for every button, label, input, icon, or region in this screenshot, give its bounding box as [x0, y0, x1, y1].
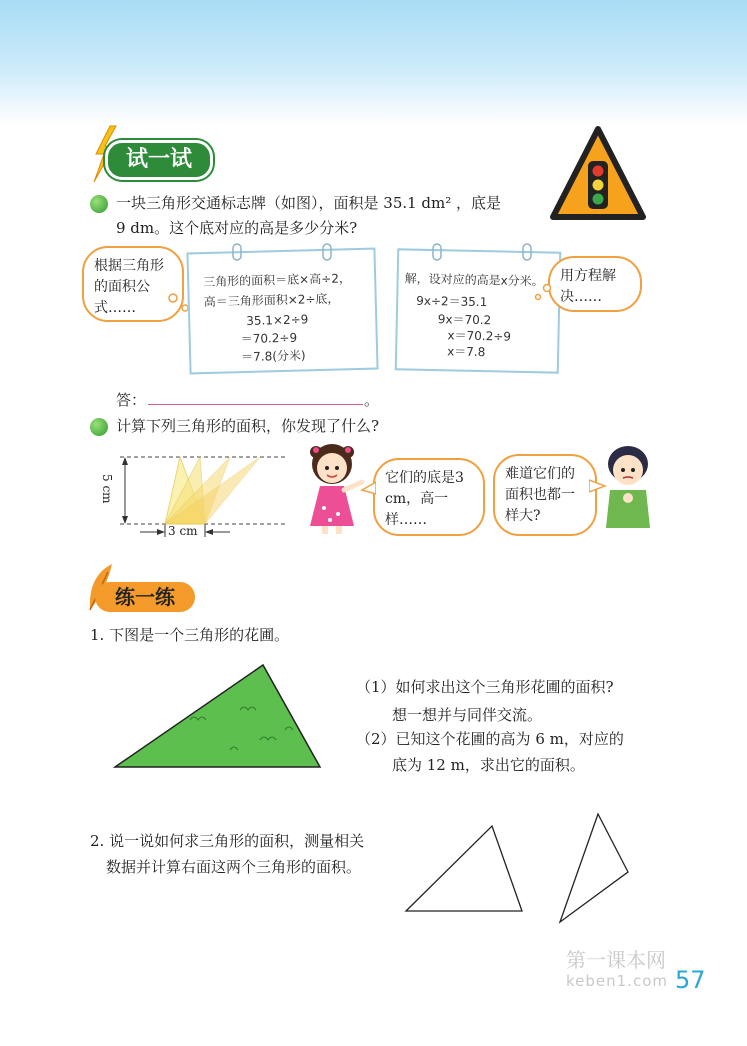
- girl-speech-text: 它们的底是3 cm，高一样……: [385, 470, 464, 528]
- sub1-line2: 想一想并与同伴交流。: [392, 706, 543, 724]
- watermark-url: keben1.com: [566, 972, 668, 990]
- speech-tail-icon: [360, 480, 376, 496]
- hint-bubble-text: 用方程解决……: [560, 268, 616, 305]
- boy-speech-bubble: [493, 454, 597, 536]
- note-line: ＝70.2÷9: [240, 330, 298, 347]
- note-line: 高＝三角形面积×2÷底，: [203, 291, 340, 310]
- sub1-line1: （1）如何求出这个三角形花圃的面积?: [356, 678, 614, 696]
- triangle-garden-figure: [110, 660, 325, 772]
- answer-label: 答：: [116, 391, 147, 409]
- answer-blank[interactable]: [148, 404, 363, 405]
- equal-base-triangles-diagram: [110, 445, 290, 545]
- item1-text: 1. 下图是一个三角形的花圃。: [90, 626, 290, 644]
- note-line: ＝7.8(分米): [241, 348, 306, 365]
- hint-bubble-equation: [548, 256, 642, 312]
- traffic-light-sign-icon: [550, 125, 646, 221]
- item2-line2: 数据并计算右面这两个三角形的面积。: [106, 858, 362, 876]
- girl-character-icon: [298, 438, 368, 538]
- boy-character-icon: [598, 440, 660, 530]
- practice-section-tag: 练一练: [95, 582, 195, 612]
- girl-speech-bubble: [373, 458, 485, 536]
- solution-note-equation: [395, 248, 562, 373]
- bullet-icon: [90, 195, 108, 213]
- measure-triangle-b: [556, 810, 632, 926]
- thought-dots-icon: [532, 283, 554, 303]
- answer-end: 。: [364, 391, 380, 409]
- note-line: 解，设对应的高是x分米。: [404, 271, 544, 289]
- solution-note-formula: [186, 248, 378, 375]
- measure-triangle-a: [400, 820, 530, 916]
- boy-speech-text: 难道它们的面积也都一样大?: [505, 466, 575, 524]
- try-section-tag: 试一试: [105, 140, 213, 180]
- height-label: 5 cm: [100, 474, 114, 504]
- note-line: 三角形的面积＝底×高÷2，: [203, 271, 352, 290]
- top-banner: [0, 0, 747, 125]
- q1-line2: 9 dm。这个底对应的高是多少分米?: [116, 219, 358, 237]
- paperclip-icon: [520, 242, 534, 262]
- hint-bubble-text: 根据三角形的面积公式……: [94, 258, 164, 316]
- paperclip-icon: [320, 242, 334, 262]
- page-number: 57: [675, 966, 706, 994]
- watermark-title: 第一课本网: [566, 948, 666, 972]
- note-line: 9x÷2＝35.1: [416, 293, 488, 310]
- bullet-icon: [90, 418, 108, 436]
- note-line: 35.1×2÷9: [246, 312, 309, 328]
- sub2-line2: 底为 12 m，求出它的面积。: [392, 756, 585, 774]
- paperclip-icon: [430, 242, 444, 262]
- item2-line1: 2. 说一说如何求三角形的面积，测量相关: [90, 832, 365, 850]
- q2-text: 计算下列三角形的面积，你发现了什么?: [116, 417, 380, 435]
- base-label: 3 cm: [168, 524, 198, 538]
- note-line: x＝70.2÷9: [447, 328, 512, 344]
- note-line: 9x＝70.2: [437, 312, 492, 328]
- note-line: x＝7.8: [447, 344, 486, 360]
- paperclip-icon: [230, 242, 244, 262]
- sub2-line1: （2）已知这个花圃的高为 6 m，对应的: [356, 730, 624, 748]
- q1-line1: 一块三角形交通标志牌（如图），面积是 35.1 dm² ，底是: [116, 194, 502, 212]
